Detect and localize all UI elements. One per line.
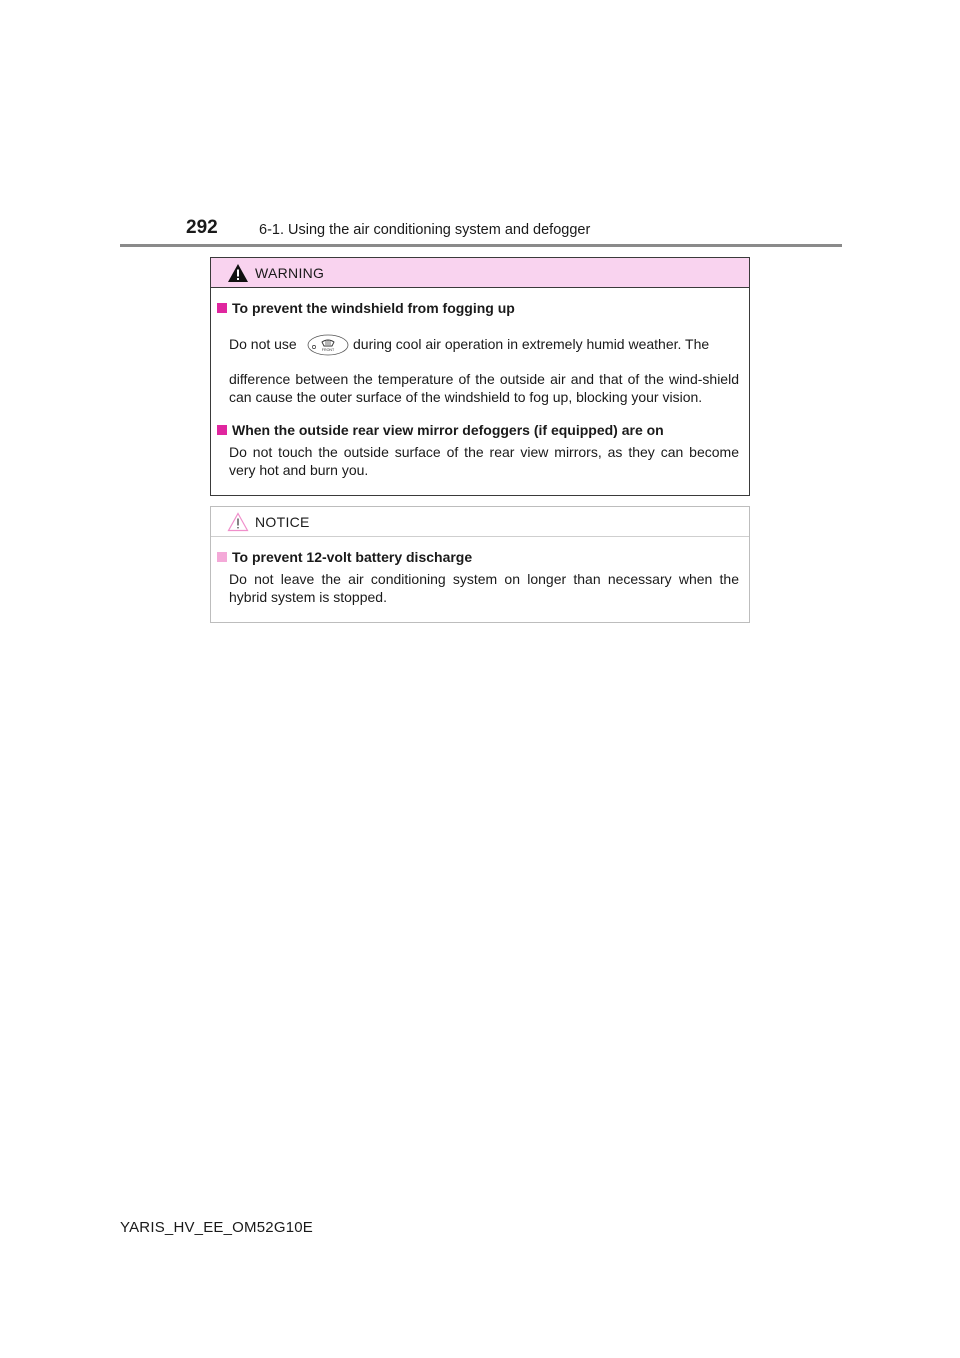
warning-header bbox=[211, 258, 749, 288]
svg-text:FRONT: FRONT bbox=[321, 348, 335, 352]
notice-item-text: Do not leave the air conditioning system on longer than necessary when the hybrid system is stopped. bbox=[229, 571, 739, 605]
front-defroster-button-icon bbox=[307, 334, 349, 356]
square-bullet-icon bbox=[217, 552, 227, 562]
notice-triangle-icon bbox=[227, 512, 249, 532]
warning-item-title: When the outside rear view mirror defoggers (if equipped) are on bbox=[217, 422, 664, 438]
notice-header bbox=[211, 507, 749, 537]
document-code: YARIS_HV_EE_OM52G10E bbox=[120, 1219, 313, 1236]
page-number: 292 bbox=[186, 217, 218, 238]
page-header bbox=[120, 214, 842, 248]
notice-item-title: To prevent 12-volt battery discharge bbox=[217, 549, 472, 565]
warning-box bbox=[210, 257, 750, 496]
notice-label: NOTICE bbox=[255, 514, 310, 530]
square-bullet-icon bbox=[217, 425, 227, 435]
warning-triangle-icon bbox=[227, 263, 249, 283]
notice-box bbox=[210, 506, 750, 623]
warning-item-text: difference between the temperature of the outside air and that of the wind-shield can cause the outer surface of the windshield to fog up, blocking your vision. bbox=[229, 371, 739, 405]
warning-item-text: Do not touch the outside surface of the rear view mirrors, as they can become very hot and burn you. bbox=[229, 444, 739, 478]
warning-label: WARNING bbox=[255, 265, 325, 281]
section-title: 6-1. Using the air conditioning system and defogger bbox=[259, 222, 591, 238]
warning-item-text-after-icon: during cool air operation in extremely humid weather. The bbox=[353, 336, 710, 352]
warning-item-title: To prevent the windshield from fogging up bbox=[217, 300, 515, 316]
square-bullet-icon bbox=[217, 303, 227, 313]
header-rule bbox=[120, 244, 842, 247]
warning-item-text-start: Do not use bbox=[229, 336, 297, 352]
